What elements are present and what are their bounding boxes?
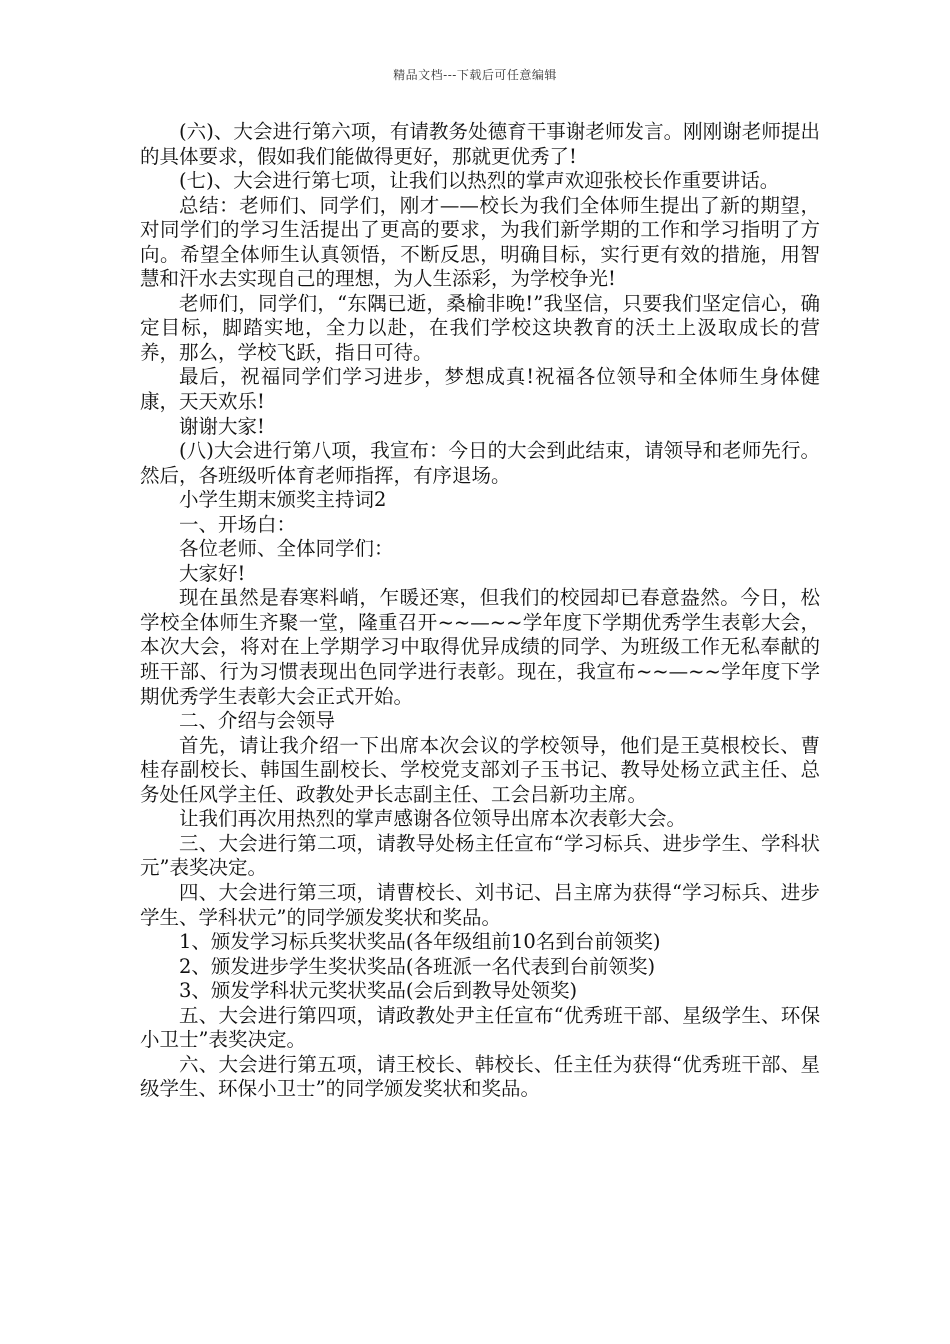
- paragraph-item-2: 三、大会进行第二项，请教导处杨主任宣布“学习标兵、进步学生、学科状元”表奖决定。: [140, 831, 820, 880]
- heading-leaders: 二、介绍与会领导: [179, 709, 336, 733]
- list-item-award-1: 1、颁发学习标兵奖状奖品(各年级组前10名到台前领奖): [179, 930, 661, 954]
- paragraph-item-3: 四、大会进行第三项，请曹校长、刘书记、吕主席为获得“学习标兵、进步学生、学科状元”的同学颁发奖状和奖品。: [140, 880, 820, 929]
- paragraph-item-4: 五、大会进行第四项，请政教处尹主任宣布“优秀班干部、星级学生、环保小卫士”表奖决定。: [140, 1003, 820, 1052]
- list-item-award-2: 2、颁发进步学生奖状奖品(各班派一名代表到台前领奖): [179, 954, 656, 978]
- paragraph-leaders: 首先，请让我介绍一下出席本次会议的学校领导，他们是王莫根校长、曹桂存副校长、韩国生副校长、学校党支部刘子玉书记、教导处杨立武主任、总务处任风学主任、政教处尹长志副主任、工会吕新功主席。: [140, 733, 820, 806]
- page-header: 精品文档---下载后可任意编辑: [393, 68, 557, 82]
- document-body: [140, 120, 820, 1102]
- paragraph-teachers-students: 老师们，同学们，“东隅已逝，桑榆非晚!”我坚信，只要我们坚定信心，确定目标，脚踏实地，全力以赴，在我们学校这块教育的沃土上汲取成长的营养，那么，学校飞跃，指日可待。: [140, 291, 820, 364]
- paragraph-speech-7: (七)、大会进行第七项，让我们以热烈的掌声欢迎张校长作重要讲话。: [179, 169, 780, 193]
- paragraph-hello: 大家好!: [179, 561, 246, 585]
- paragraph-summary: 总结：老师们、同学们，刚才——校长为我们全体师生提出了新的期望，对同学们的学习生活提出了更高的要求，为我们新学期的工作和学习指明了方向。希望全体师生认真领悟，不断反思，明确目标，实行更有效的措施，用智慧和汗水去实现自己的理想，为人生添彩，为学校争光!: [140, 193, 820, 291]
- paragraph-applause: 让我们再次用热烈的掌声感谢各位领导出席本次表彰大会。: [179, 807, 687, 831]
- paragraph-thanks: 谢谢大家!: [179, 414, 265, 438]
- paragraph-speech-6: (六)、大会进行第六项，有请教务处德育干事谢老师发言。刚刚谢老师提出的具体要求，假如我们能做得更好，那就更优秀了!: [140, 120, 820, 168]
- list-item-award-3: 3、颁发学科状元奖状奖品(会后到教导处领奖): [179, 979, 578, 1003]
- paragraph-introduction: 现在虽然是春寒料峭，乍暖还寒，但我们的校园却已春意盎然。今日，松学校全体师生齐聚一堂，隆重召开~~—~~学年度下学期优秀学生表彰大会，本次大会，将对在上学期学习中取得优异成绩的同学、为班级工作无私奉献的班干部、行为习惯表现出色同学进行表彰。现在，我宣布~~—~~学年度下学期优秀学生表彰大会正式开始。: [140, 586, 820, 708]
- paragraph-blessing: 最后，祝福同学们学习进步，梦想成真!祝福各位领导和全体师生身体健康，天天欢乐!: [140, 365, 820, 414]
- paragraph-greeting: 各位老师、全体同学们：: [179, 537, 394, 561]
- paragraph-item-5: 六、大会进行第五项，请王校长、韩校长、任主任为获得“优秀班干部、星级学生、环保小卫士”的同学颁发奖状和奖品。: [140, 1052, 820, 1101]
- heading-opening: 一、开场白：: [179, 512, 297, 536]
- paragraph-closing: (八)大会进行第八项，我宣布：今日的大会到此结束，请领导和老师先行。然后，各班级听体育老师指挥，有序退场。: [140, 439, 820, 487]
- section-title: 小学生期末颁奖主持词2: [179, 488, 387, 512]
